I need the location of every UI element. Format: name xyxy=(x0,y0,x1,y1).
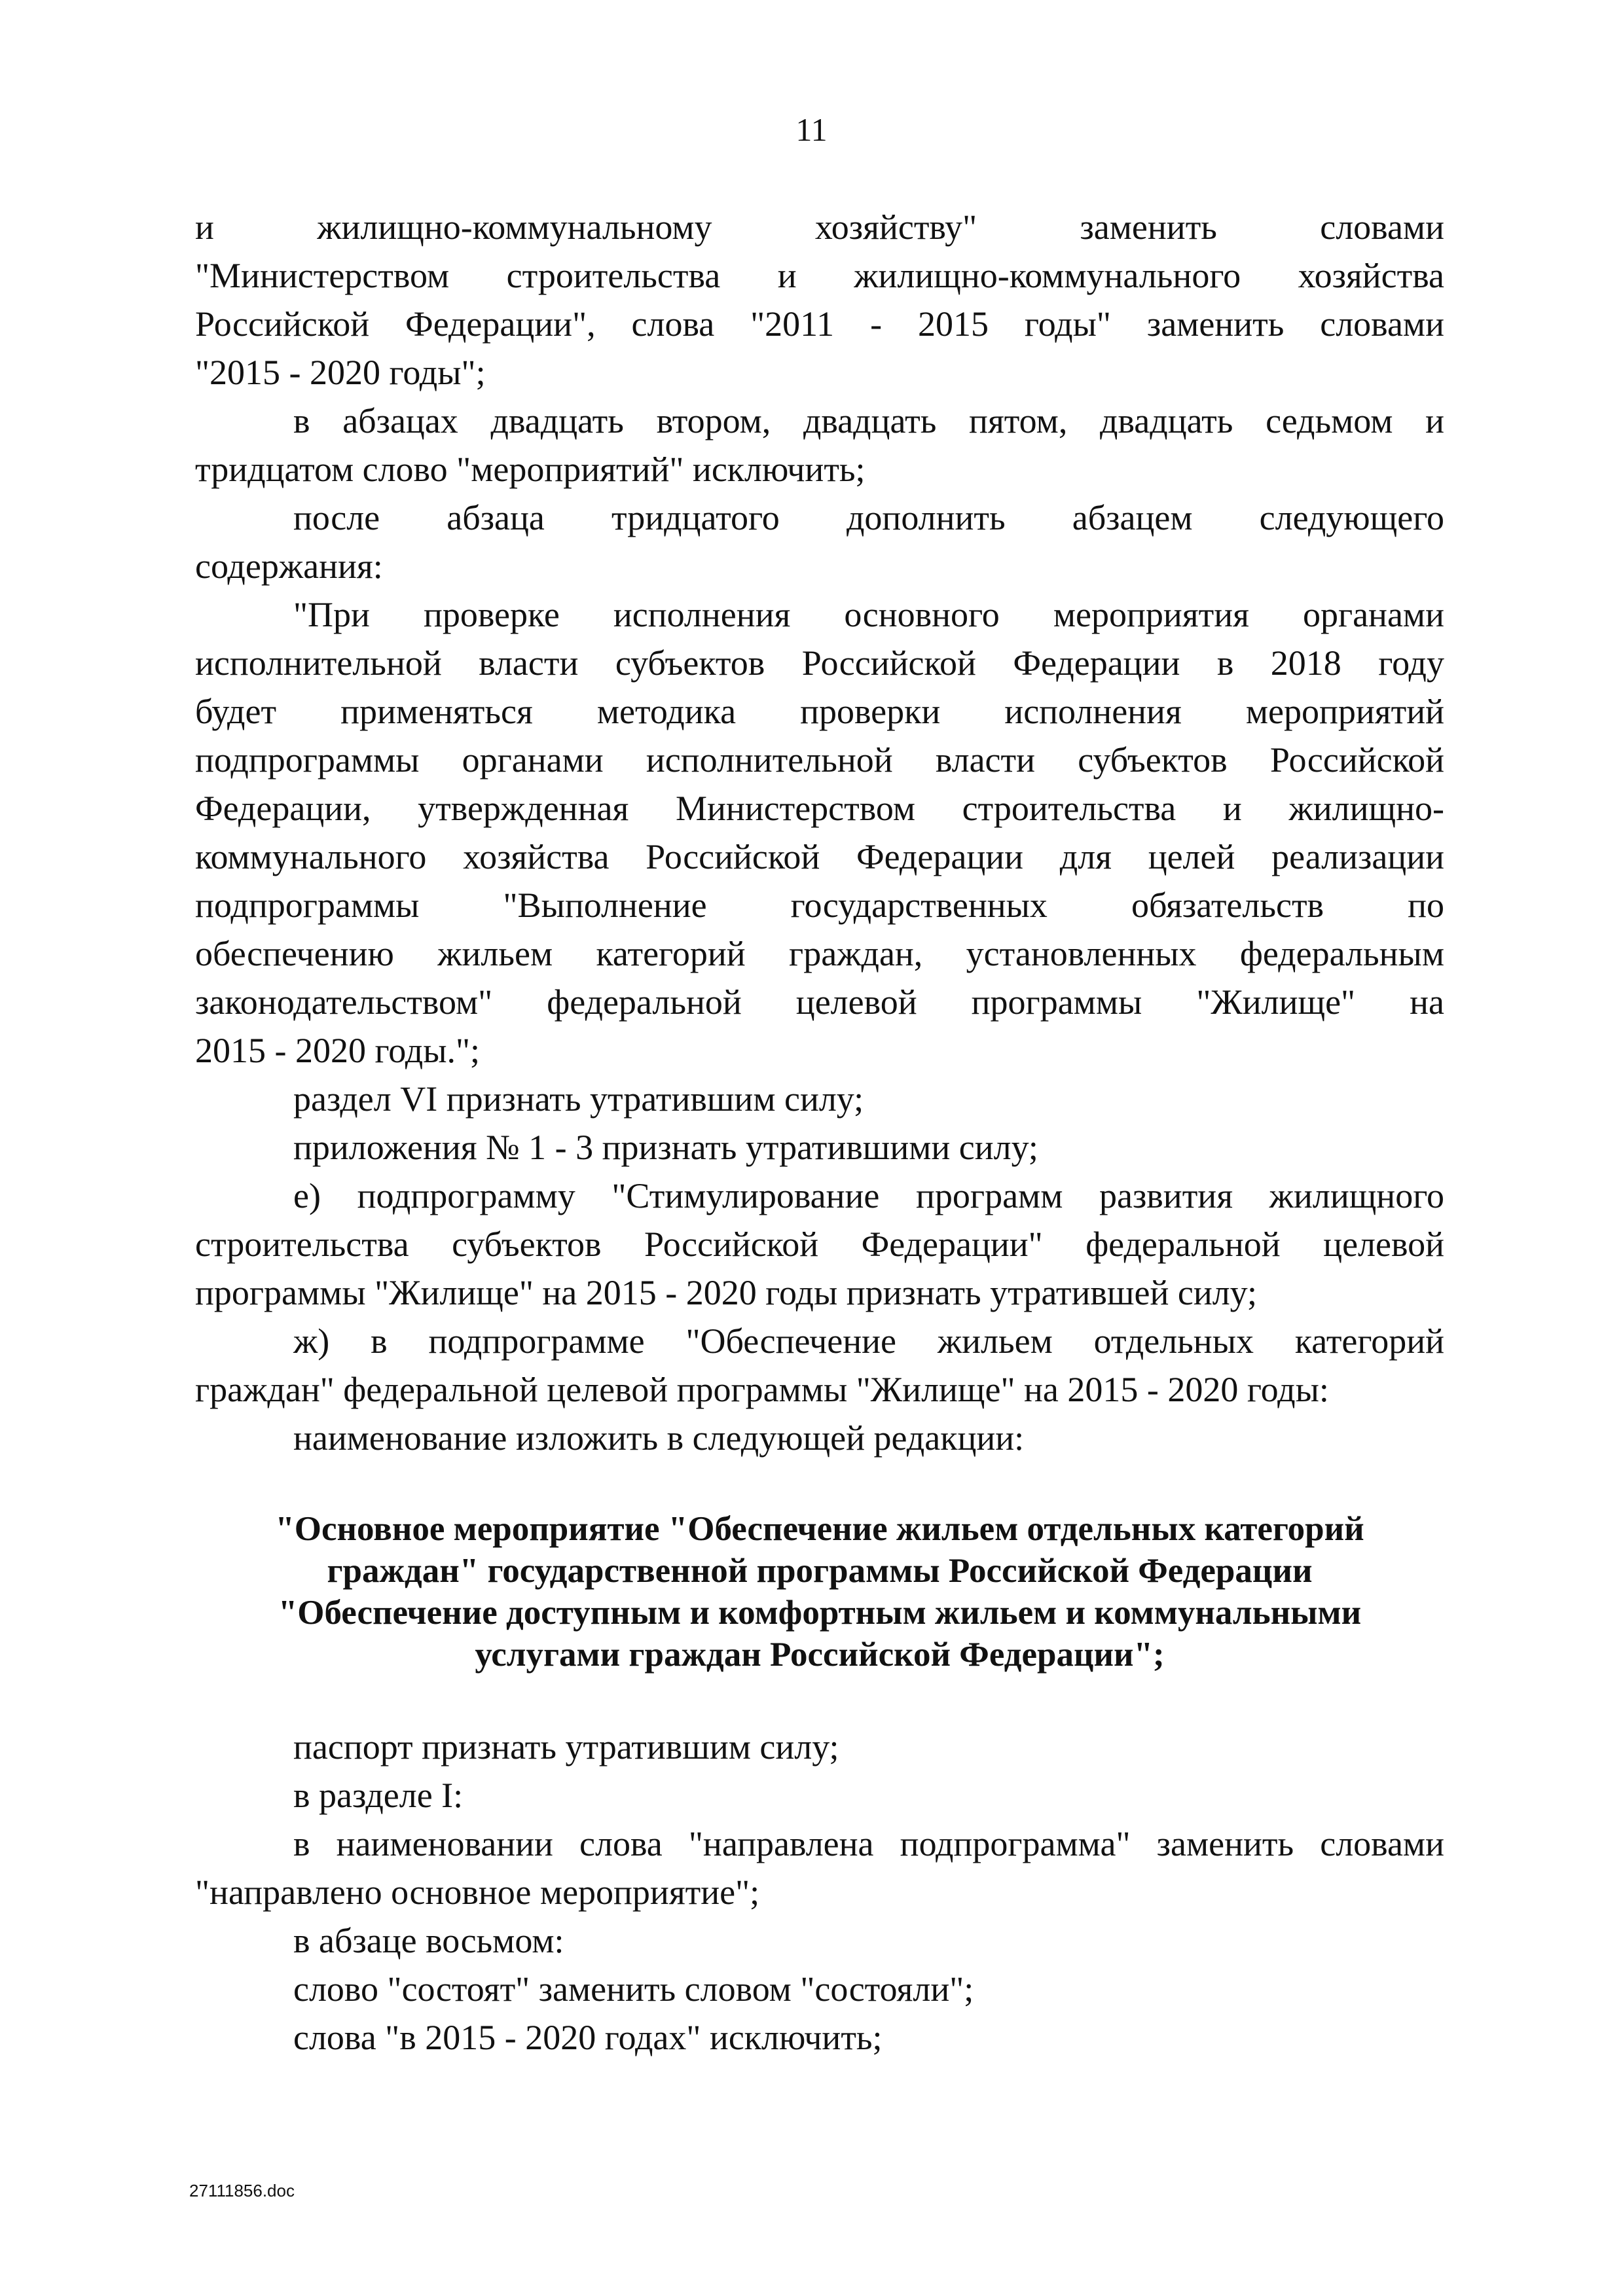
text-line: подпрограммы органами исполнительной власти субъектов Российской xyxy=(195,740,1444,780)
text-line: обеспечению жильем категорий граждан, установленных федеральным xyxy=(195,934,1444,973)
text-line: "При проверке исполнения основного мероприятия органами xyxy=(293,595,1444,634)
text-line: приложения № 1 - 3 признать утратившими силу; xyxy=(293,1128,1038,1167)
text-line: граждан" федеральной целевой программы "Жилище" на 2015 - 2020 годы: xyxy=(195,1370,1329,1409)
text-line: законодательством" федеральной целевой программы "Жилище" на xyxy=(195,982,1444,1022)
heading-line: "Основное мероприятие "Обеспечение жильем отдельных категорий xyxy=(275,1510,1364,1548)
heading-line: граждан" государственной программы Российской Федерации xyxy=(327,1552,1313,1590)
text-line: слово "состоят" заменить словом "состояли"; xyxy=(293,1969,974,2009)
text-line: в разделе I: xyxy=(293,1776,464,1815)
heading-line: услугами граждан Российской Федерации"; xyxy=(475,1636,1165,1674)
text-line: после абзаца тридцатого дополнить абзацем следующего xyxy=(293,498,1444,537)
text-line: паспорт признать утратившим силу; xyxy=(293,1727,839,1767)
text-line: наименование изложить в следующей редакции: xyxy=(293,1418,1025,1458)
text-line: Федерации, утвержденная Министерством строительства и жилищно- xyxy=(195,789,1444,828)
text-line: строительства субъектов Российской Федерации" федеральной целевой xyxy=(195,1225,1444,1264)
text-line: "направлено основное мероприятие"; xyxy=(195,1873,760,1912)
text-line: ж) в подпрограмме "Обеспечение жильем отдельных категорий xyxy=(293,1321,1444,1361)
text-line: программы "Жилище" на 2015 - 2020 годы признать утратившей силу; xyxy=(195,1273,1257,1312)
text-line: в наименовании слова "направлена подпрограмма" заменить словами xyxy=(293,1824,1444,1863)
text-line: и жилищно-коммунальному хозяйству" заменить словами xyxy=(195,207,1444,247)
text-line: будет применяться методика проверки исполнения мероприятий xyxy=(195,692,1444,731)
section-heading xyxy=(195,1508,1444,1676)
text-line: раздел VI признать утратившим силу; xyxy=(293,1079,864,1119)
text-line: коммунального хозяйства Российской Федерации для целей реализации xyxy=(195,837,1444,876)
text-line: в абзацах двадцать втором, двадцать пятом, двадцать седьмом и xyxy=(293,401,1444,440)
text-line: слова "в 2015 - 2020 годах" исключить; xyxy=(293,2018,883,2057)
heading-line: "Обеспечение доступным и комфортным жильем и коммунальными xyxy=(278,1594,1362,1632)
text-line: тридцатом слово "мероприятий" исключить; xyxy=(195,450,866,489)
text-line: содержания: xyxy=(195,547,383,586)
page-number: 11 xyxy=(795,111,828,148)
text-line: подпрограммы "Выполнение государственных обязательств по xyxy=(195,886,1444,925)
text-line: "Министерством строительства и жилищно-коммунального хозяйства xyxy=(195,256,1444,295)
document-file-code: 27111856.doc xyxy=(189,2181,295,2200)
text-line: е) подпрограмму "Стимулирование программ развития жилищного xyxy=(293,1176,1444,1215)
document-body xyxy=(195,203,1444,2062)
text-line: исполнительной власти субъектов Российской Федерации в 2018 году xyxy=(195,643,1444,683)
text-line: 2015 - 2020 годы."; xyxy=(195,1031,481,1070)
text-line: в абзаце восьмом: xyxy=(293,1921,564,1960)
text-line: "2015 - 2020 годы"; xyxy=(195,353,486,392)
text-line: Российской Федерации", слова "2011 - 2015 годы" заменить словами xyxy=(195,304,1444,344)
